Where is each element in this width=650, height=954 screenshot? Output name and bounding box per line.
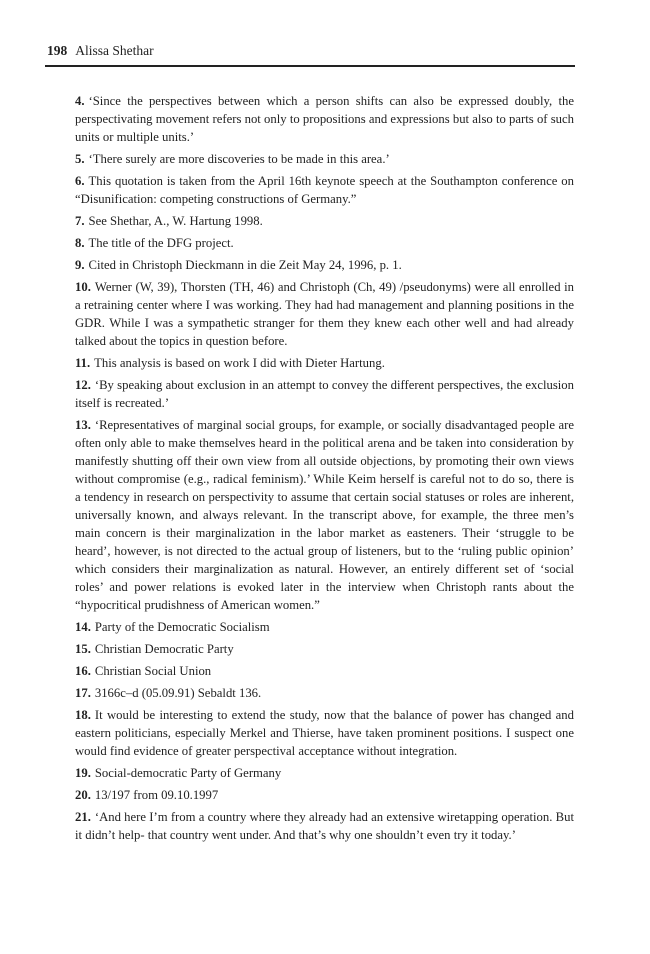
endnote <box>75 706 574 760</box>
endnote-number: 4. <box>75 94 85 108</box>
page-number: 198 <box>47 43 68 58</box>
endnote <box>75 764 574 782</box>
endnote-text: ‘And here I’m from a country where they already had an extensive wiretapping operation. But it didn’t help- that country went under. And that’s why one shouldn’t even try it today.’ <box>75 810 574 842</box>
endnote-text: This quotation is taken from the April 16th keynote speech at the Southampton conference on “Disunification: competing constructions of Germany.” <box>75 174 574 206</box>
endnote-number: 18. <box>75 708 91 722</box>
endnote-number: 10. <box>75 280 91 294</box>
endnote-number: 12. <box>75 378 91 392</box>
endnote-number: 11. <box>75 356 91 370</box>
endnote-number: 16. <box>75 664 91 678</box>
endnote-number: 20. <box>75 788 91 802</box>
endnote <box>75 256 574 274</box>
endnote <box>75 640 574 658</box>
endnote <box>75 662 574 680</box>
endnote <box>75 278 574 350</box>
endnote-number: 5. <box>75 152 85 166</box>
endnote <box>75 150 574 168</box>
endnote-text: Social-democratic Party of Germany <box>94 766 282 780</box>
endnote <box>75 172 574 208</box>
endnote-number: 6. <box>75 174 85 188</box>
endnote-number: 8. <box>75 236 85 250</box>
running-head-author: Alissa Shethar <box>75 43 154 58</box>
endnote <box>75 618 574 636</box>
endnote-text: It would be interesting to extend the study, now that the balance of power has changed and eastern politicians, especially Merkel and Thierse, have taken prominent positions. I suspect one would find evidence of greater perspectival acceptance without integration. <box>75 708 574 758</box>
endnote-number: 15. <box>75 642 91 656</box>
endnote-text: This analysis is based on work I did with Dieter Hartung. <box>94 356 385 370</box>
endnote <box>75 376 574 412</box>
endnote-text: 3166c–d (05.09.91) Sebaldt 136. <box>94 686 262 700</box>
endnote-text: ‘Representatives of marginal social groups, for example, or socially disadvantaged people are often only able to make themselves heard in the political arena and be taken into consideration by manifestly shutting off their own view from all outside objections, by promoting their own views without compromise (e.g., radical feminism).’ While Keim herself is careful not to do so, there is a tendency in research on perspectivity to assume that certain social statuses or roles are inherent, universally known, and always relevant. In the transcript above, for example, the three men’s main concern is their marginalization in the labor market as easteners. Their ‘struggle to be heard’, however, is not directed to the actual group of listeners, but to the ‘ruling public opinion’ which considers their marginalization as natural. However, an entirely different set of ‘social roles’ and power relations is evoked later in the interview when Christoph rants about the “hypocritical prudishness of American women.” <box>75 418 574 612</box>
endnote-number: 13. <box>75 418 91 432</box>
endnote-text: Christian Social Union <box>94 664 212 678</box>
endnote-text: Cited in Christoph Dieckmann in die Zeit May 24, 1996, p. 1. <box>88 258 402 272</box>
endnote <box>75 416 574 614</box>
endnote-number: 7. <box>75 214 85 228</box>
endnote <box>75 234 574 252</box>
endnote <box>75 354 574 372</box>
endnote-number: 14. <box>75 620 91 634</box>
endnote <box>75 212 574 230</box>
endnote-text: 13/197 from 09.10.1997 <box>94 788 219 802</box>
endnote-text: Party of the Democratic Socialism <box>94 620 270 634</box>
endnote <box>75 786 574 804</box>
endnote-number: 17. <box>75 686 91 700</box>
endnote-text: ‘Since the perspectives between which a person shifts can also be expressed doubly, the perspectivating movement refers not only to propositions and expressions but also to parts of such units or multiple units.’ <box>75 94 574 144</box>
endnote <box>75 808 574 844</box>
endnote-number: 9. <box>75 258 85 272</box>
endnote-number: 19. <box>75 766 91 780</box>
endnote <box>75 684 574 702</box>
endnote-text: The title of the DFG project. <box>88 236 234 250</box>
endnotes-list <box>75 92 574 848</box>
endnote-text: See Shethar, A., W. Hartung 1998. <box>88 214 263 228</box>
endnote-text: ‘By speaking about exclusion in an attempt to convey the different perspectives, the exclusion itself is recreated.’ <box>75 378 574 410</box>
endnote-text: Christian Democratic Party <box>94 642 234 656</box>
endnote-text: Werner (W, 39), Thorsten (TH, 46) and Christoph (Ch, 49) /pseudonyms) were all enrolled in a retraining center where I was working. They had had management and planning positions in the GDR. While I was a sympathetic stranger for them they knew each other well and had already talked about the topics in question before. <box>75 280 574 348</box>
endnote-text: ‘There surely are more discoveries to be made in this area.’ <box>88 152 390 166</box>
endnote <box>75 92 574 146</box>
running-head <box>47 42 575 60</box>
endnote-number: 21. <box>75 810 91 824</box>
header-rule <box>45 65 575 67</box>
